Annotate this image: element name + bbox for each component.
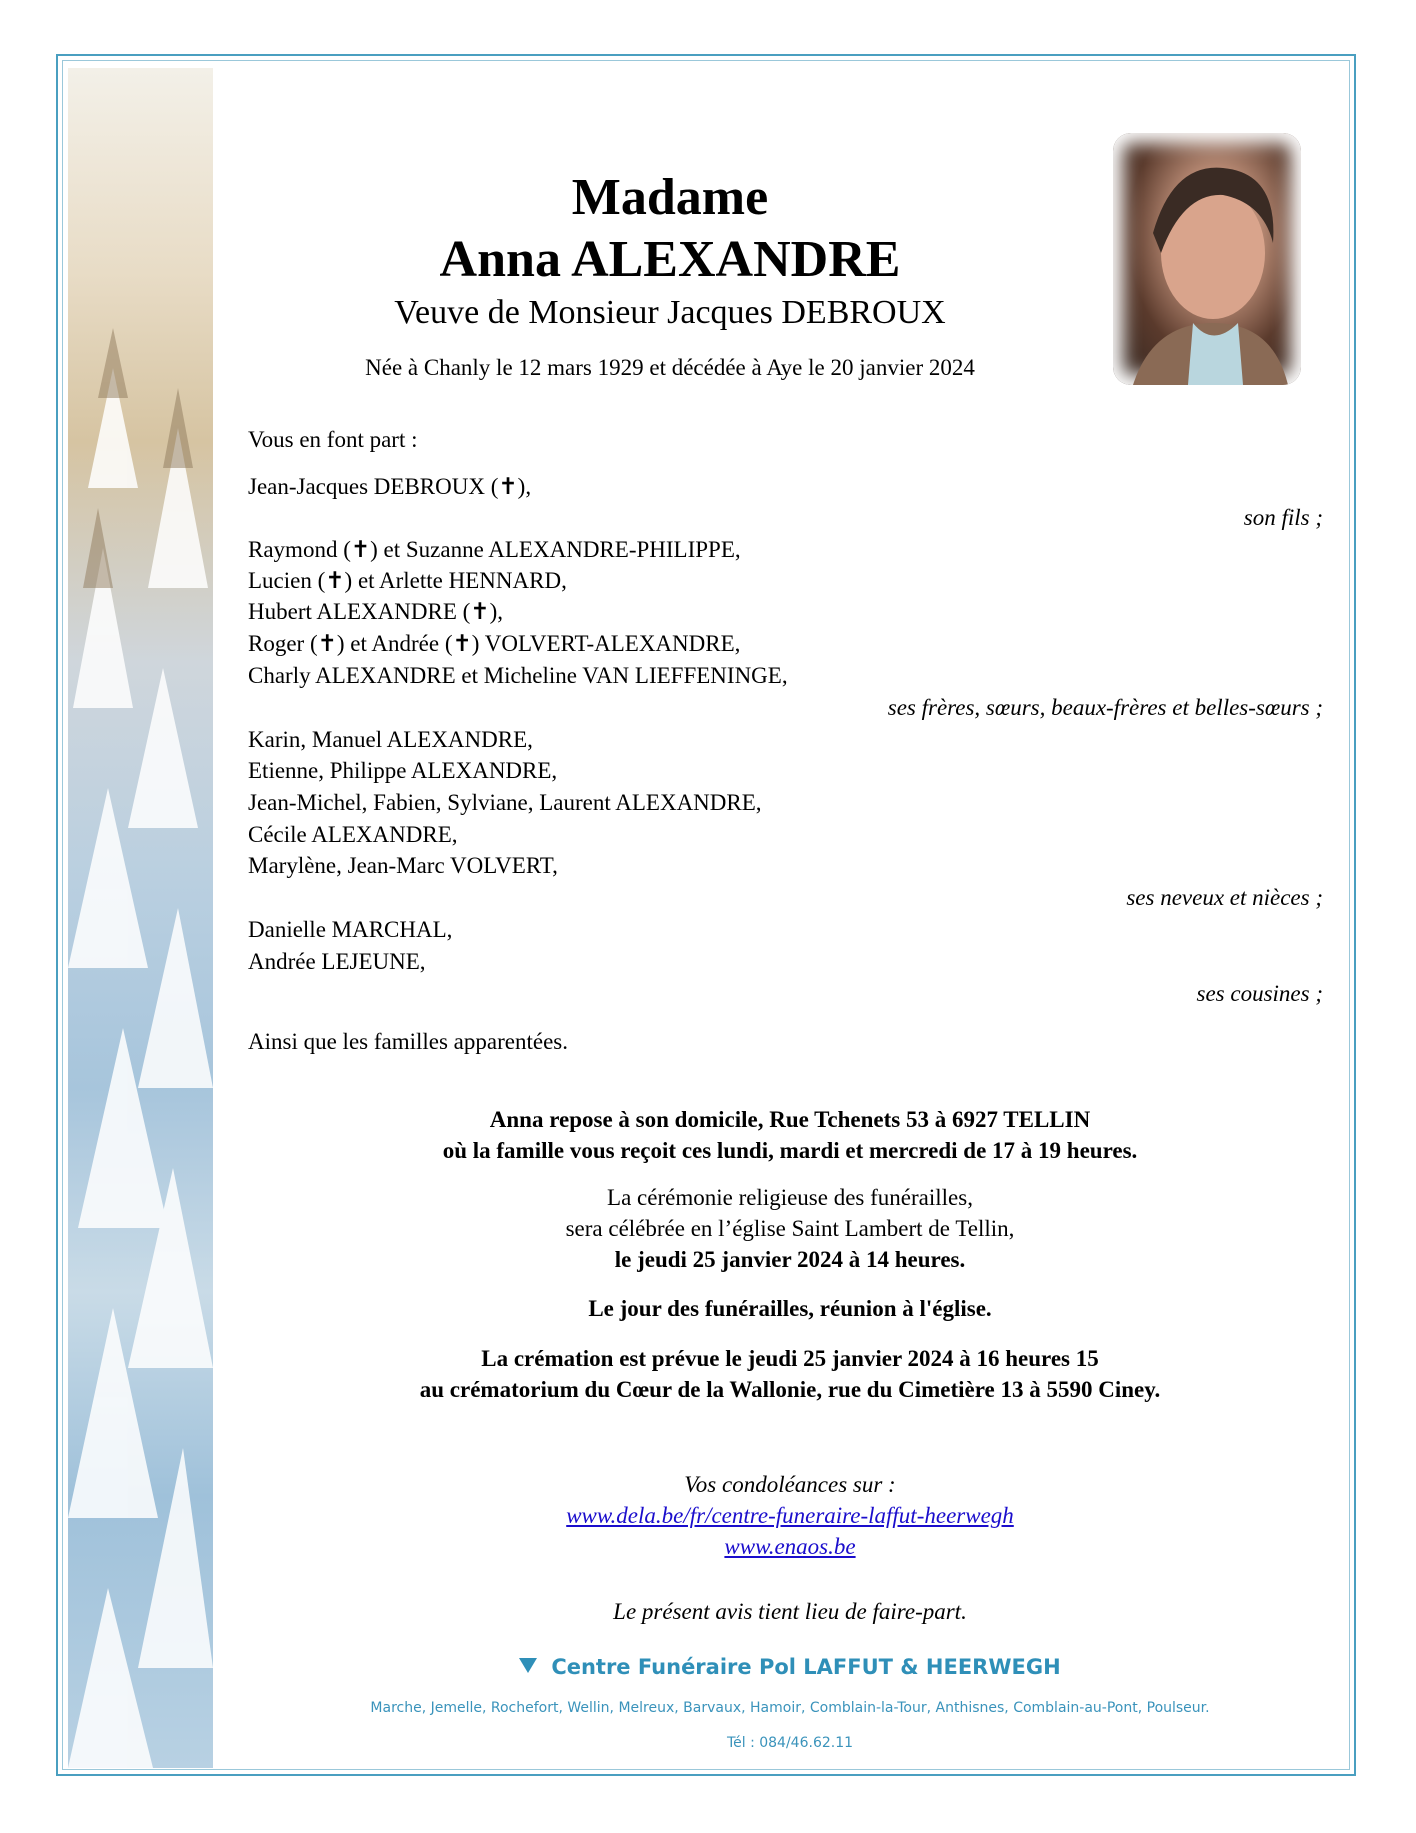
ceremony-date-line: le jeudi 25 janvier 2024 à 14 heures. <box>614 1247 966 1272</box>
family-name-line: Raymond (✝) et Suzanne ALEXANDRE-PHILIPPE, <box>248 537 741 562</box>
family-name-line: Jean-Jacques DEBROUX (✝), <box>248 474 532 499</box>
funeral-home-locations: Marche, Jemelle, Rochefort, Wellin, Melreux, Barvaux, Hamoir, Comblain-la-Tour, Anthisnes, Comblain-au-Pont, Poulseur. <box>370 1700 1210 1716</box>
closing-family-text: Ainsi que les familles apparentées. <box>248 1029 568 1054</box>
relation-label: ses neveux et nièces ; <box>1126 885 1323 910</box>
relation-label: ses cousines ; <box>1196 981 1323 1006</box>
family-name-line: Lucien (✝) et Arlette HENNARD, <box>248 568 567 593</box>
birth-death-dates: Née à Chanly le 12 mars 1929 et décédée à Aye le 20 janvier 2024 <box>365 355 975 380</box>
visitation-line: Anna repose à son domicile, Rue Tchenets 53 à 6927 TELLIN <box>489 1107 1091 1132</box>
funeral-home-phone: Tél : 084/46.62.11 <box>726 1735 854 1751</box>
family-name-line: Etienne, Philippe ALEXANDRE, <box>248 758 558 783</box>
ceremony-line: sera célébrée en l’église Saint Lambert de Tellin, <box>565 1216 1015 1241</box>
family-name-line: Marylène, Jean-Marc VOLVERT, <box>248 853 558 878</box>
family-name-line: Andrée LEJEUNE, <box>248 949 426 974</box>
cremation-line: au crématorium du Cœur de la Wallonie, rue du Cimetière 13 à 5590 Ciney. <box>419 1377 1161 1402</box>
family-name-line: Jean-Michel, Fabien, Sylviane, Laurent ALEXANDRE, <box>248 790 762 815</box>
visitation-line: où la famille vous reçoit ces lundi, mardi et mercredi de 17 à 19 heures. <box>442 1138 1138 1163</box>
meeting-line: Le jour des funérailles, réunion à l'église. <box>588 1296 992 1321</box>
triangle-down-icon <box>519 1658 537 1673</box>
title-deceased-name: Anna ALEXANDRE <box>439 231 901 288</box>
ceremony-block <box>230 1182 1350 1275</box>
family-name-line: Danielle MARCHAL, <box>248 917 453 942</box>
family-name-line: Roger (✝) et Andrée (✝) VOLVERT-ALEXANDRE, <box>248 631 741 656</box>
family-name-line: Karin, Manuel ALEXANDRE, <box>248 727 533 752</box>
condolences-link-enaos[interactable]: www.enaos.be <box>724 1534 856 1559</box>
intro-text: Vous en font part : <box>248 427 418 452</box>
cremation-line: La crémation est prévue le jeudi 25 janvier 2024 à 16 heures 15 <box>481 1346 1099 1371</box>
funeral-home-name <box>230 1655 1350 1679</box>
relation-label: son fils ; <box>1243 505 1323 530</box>
family-name-line: Charly ALEXANDRE et Micheline VAN LIEFFENINGE, <box>248 663 788 688</box>
notice-line: Le présent avis tient lieu de faire-part. <box>613 1599 967 1624</box>
widow-of-line: Veuve de Monsieur Jacques DEBROUX <box>394 294 946 331</box>
condolences-label: Vos condoléances sur : <box>684 1472 896 1497</box>
relation-label: ses frères, sœurs, beaux-frères et belles-sœurs ; <box>887 695 1323 720</box>
cremation-block <box>230 1343 1350 1405</box>
condolences-block <box>230 1469 1350 1562</box>
title-honorific: Madame <box>571 169 769 226</box>
portrait-photo <box>1113 133 1301 385</box>
condolences-link-dela[interactable]: www.dela.be/fr/centre-funeraire-laffut-heerwegh <box>566 1503 1014 1528</box>
funeral-home-label: Centre Funéraire Pol LAFFUT & HEERWEGH <box>551 1655 1061 1679</box>
family-name-line: Hubert ALEXANDRE (✝), <box>248 599 503 624</box>
family-name-line: Cécile ALEXANDRE, <box>248 822 458 847</box>
snowy-forest-image <box>68 68 213 1768</box>
visitation-block <box>230 1104 1350 1166</box>
ceremony-line: La cérémonie religieuse des funérailles, <box>607 1185 973 1210</box>
